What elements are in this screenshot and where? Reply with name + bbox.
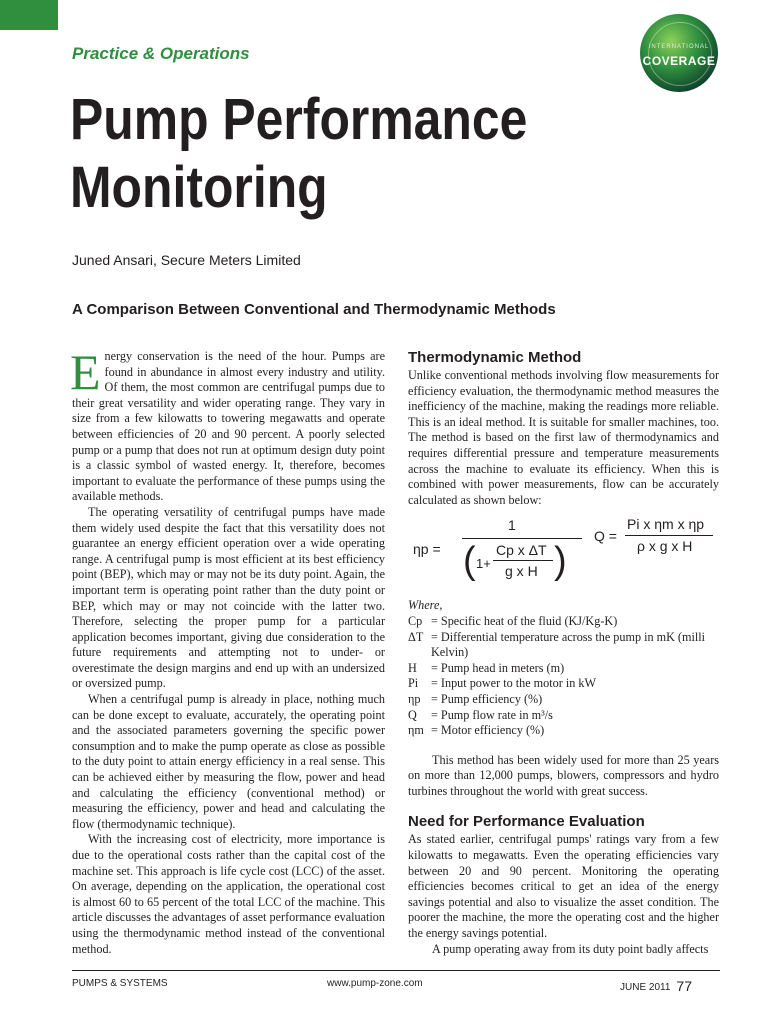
- definition-symbol: H: [408, 660, 417, 675]
- definition-row: [408, 614, 719, 630]
- footer-divider: [72, 970, 720, 971]
- definition-symbol: ηp: [408, 691, 421, 706]
- formula-left-paren: (: [463, 540, 476, 583]
- title-line-1: Pump Performance: [70, 87, 528, 152]
- definition-row: [408, 661, 719, 677]
- section-label: Practice & Operations: [72, 44, 250, 63]
- efficiency-formula: [408, 516, 719, 592]
- definition-symbol: ηm: [408, 723, 424, 738]
- article-subtitle: A Comparison Between Conventional and Thermodynamic Methods: [72, 301, 556, 318]
- definition-row: [408, 708, 719, 724]
- formula-q-numerator: Pi x ηm x ηp: [627, 516, 705, 533]
- formula-one: 1: [508, 517, 516, 534]
- page-number: 77: [676, 978, 692, 994]
- formula-cp-dt: Cp x ΔT: [496, 542, 547, 559]
- formula-q-denominator: ρ x g x H: [637, 538, 693, 555]
- formula-inner-fraction-line: [493, 560, 553, 561]
- coverage-badge: [640, 14, 718, 92]
- definition-symbol: Q: [408, 707, 417, 722]
- footer-date-page: [620, 978, 692, 994]
- definition-row: [408, 630, 719, 661]
- definition-text: = Pump efficiency (%): [431, 691, 543, 706]
- definition-text: = Input power to the motor in kW: [431, 676, 596, 691]
- variable-definitions: [408, 614, 719, 739]
- formula-one-plus: 1+: [476, 556, 491, 572]
- badge-label: COVERAGE: [642, 54, 716, 68]
- author-byline: Juned Ansari, Secure Meters Limited: [72, 252, 301, 268]
- definition-text: = Specific heat of the fluid (KJ/Kg-K): [431, 613, 618, 628]
- formula-q-fraction-line: [625, 535, 713, 536]
- paragraph-thermodynamic: Unlike conventional methods involving flow measurements for efficiency evaluation, the thermodynamic method measures the inefficiency of the machine, making the readings more reliable. This is an ideal method. It is suitable for smaller machines, too. The method is based on the first law of thermodynamics and requires differential pressure and temperature measurements across the machine to evaluate its efficiency. When this is combined with power measurements, flow can be accurately calculated as shown below:: [408, 368, 719, 507]
- paragraph-need-1: As stated earlier, centrifugal pumps' ratings vary from a few kilowatts to megawatts. Even the operating efficiencies vary between 20 and 90 percent. Monitoring the operating efficiencies becomes critical to get an idea of the energy savings potential and also to visualize the asset condition. The poorer the machine, the more the operating cost and the higher the energy savings potential.: [408, 832, 719, 941]
- footer-date: JUNE 2011: [620, 982, 671, 993]
- footer-website: www.pump-zone.com: [327, 978, 423, 989]
- paragraph-in-place: When a centrifugal pump is already in place, nothing much can be done except to evaluate, accurately, the operating point and the associated parameters governing the specific power consumption and to make the pump operate as close as possible to the duty point to attain energy efficiency in a real sense. This can be achieved either by measuring the flow, power and head and calculating the efficiency (conventional method) or measuring the efficiency, power and head and calculating the flow (thermodynamic technique).: [72, 692, 385, 831]
- title-line-2: Monitoring: [70, 155, 328, 220]
- drop-cap: E: [70, 344, 101, 400]
- left-column: [70, 344, 385, 957]
- definition-row: [408, 723, 719, 739]
- definition-row: [408, 676, 719, 692]
- definition-text: = Pump flow rate in m³/s: [431, 707, 553, 722]
- paragraph-need-2: A pump operating away from its duty point badly affects: [432, 941, 709, 956]
- section-color-tab: [0, 0, 58, 30]
- definition-symbol: Pi: [408, 676, 419, 691]
- definition-text: = Differential temperature across the pump in mK (milli Kelvin): [431, 629, 706, 660]
- formula-right-paren: ): [554, 540, 567, 583]
- footer-publication: PUMPS & SYSTEMS: [72, 978, 168, 989]
- paragraph-intro: [70, 344, 385, 505]
- formula-gxh: g x H: [505, 563, 538, 580]
- formula-fraction-line: [462, 538, 582, 539]
- formula-q-eq: Q =: [594, 528, 617, 545]
- where-label: Where,: [408, 598, 443, 613]
- right-column: [408, 349, 719, 957]
- definition-symbol: ΔT: [408, 629, 424, 644]
- badge-small-text: INTERNATIONAL: [648, 44, 710, 50]
- definition-row: [408, 692, 719, 708]
- definition-symbol: Cp: [408, 613, 423, 628]
- definition-text: = Motor efficiency (%): [431, 723, 545, 738]
- article-title: [70, 86, 527, 222]
- paragraph-method-usage: This method has been widely used for more than 25 years on more than 12,000 pumps, blowers, compressors and hydro turbines throughout the world with great success.: [408, 752, 719, 798]
- paragraph-intro-text: nergy conservation is the need of the hour. Pumps are found in abundance in almost every industry and utility. Of them, the most common are centrifugal pumps due to their great versatility and wider operating range. They vary in size from a few kilowatts to towering megawatts and operate between efficiencies of 20 and 90 percent. A poorly selected pump or a pump that does not run at optimum design duty point is a classic symbol of wasted energy. It, therefore, becomes important to evaluate the performance of these pumps using the available methods.: [72, 349, 385, 504]
- heading-thermodynamic-method: Thermodynamic Method: [408, 349, 582, 366]
- paragraph-versatility: The operating versatility of centrifugal pumps have made them widely used despite the fact that this versatility does not guarantee an energy efficient operation over a wide operating range. A centrifugal pump is most efficient at its best efficiency point (BEP), which may or may not be its duty point. Again, the important term is operating point rather than the duty point or BEP, which may or may not coincide with the latter two. Therefore, selecting the proper pump for a particular application becomes important, giving due consideration to the future requirements and attempting not to under- or overestimate the design margins and end up with an undersized or oversized pump.: [72, 504, 385, 691]
- formula-eta-p: ηp =: [413, 541, 441, 558]
- heading-need-for-evaluation: Need for Performance Evaluation: [408, 813, 645, 831]
- definition-text: = Pump head in meters (m): [431, 660, 565, 675]
- paragraph-lcc: With the increasing cost of electricity, more importance is due to the operational costs rather than the capital cost of the machine set. This approach is life cycle cost (LCC) of the asset. On average, depending on the application, the operational cost is almost 60 to 65 percent of the total LCC of the machine. This article discusses the advantages of asset performance evaluation using the thermodynamic method instead of the conventional method.: [72, 832, 385, 956]
